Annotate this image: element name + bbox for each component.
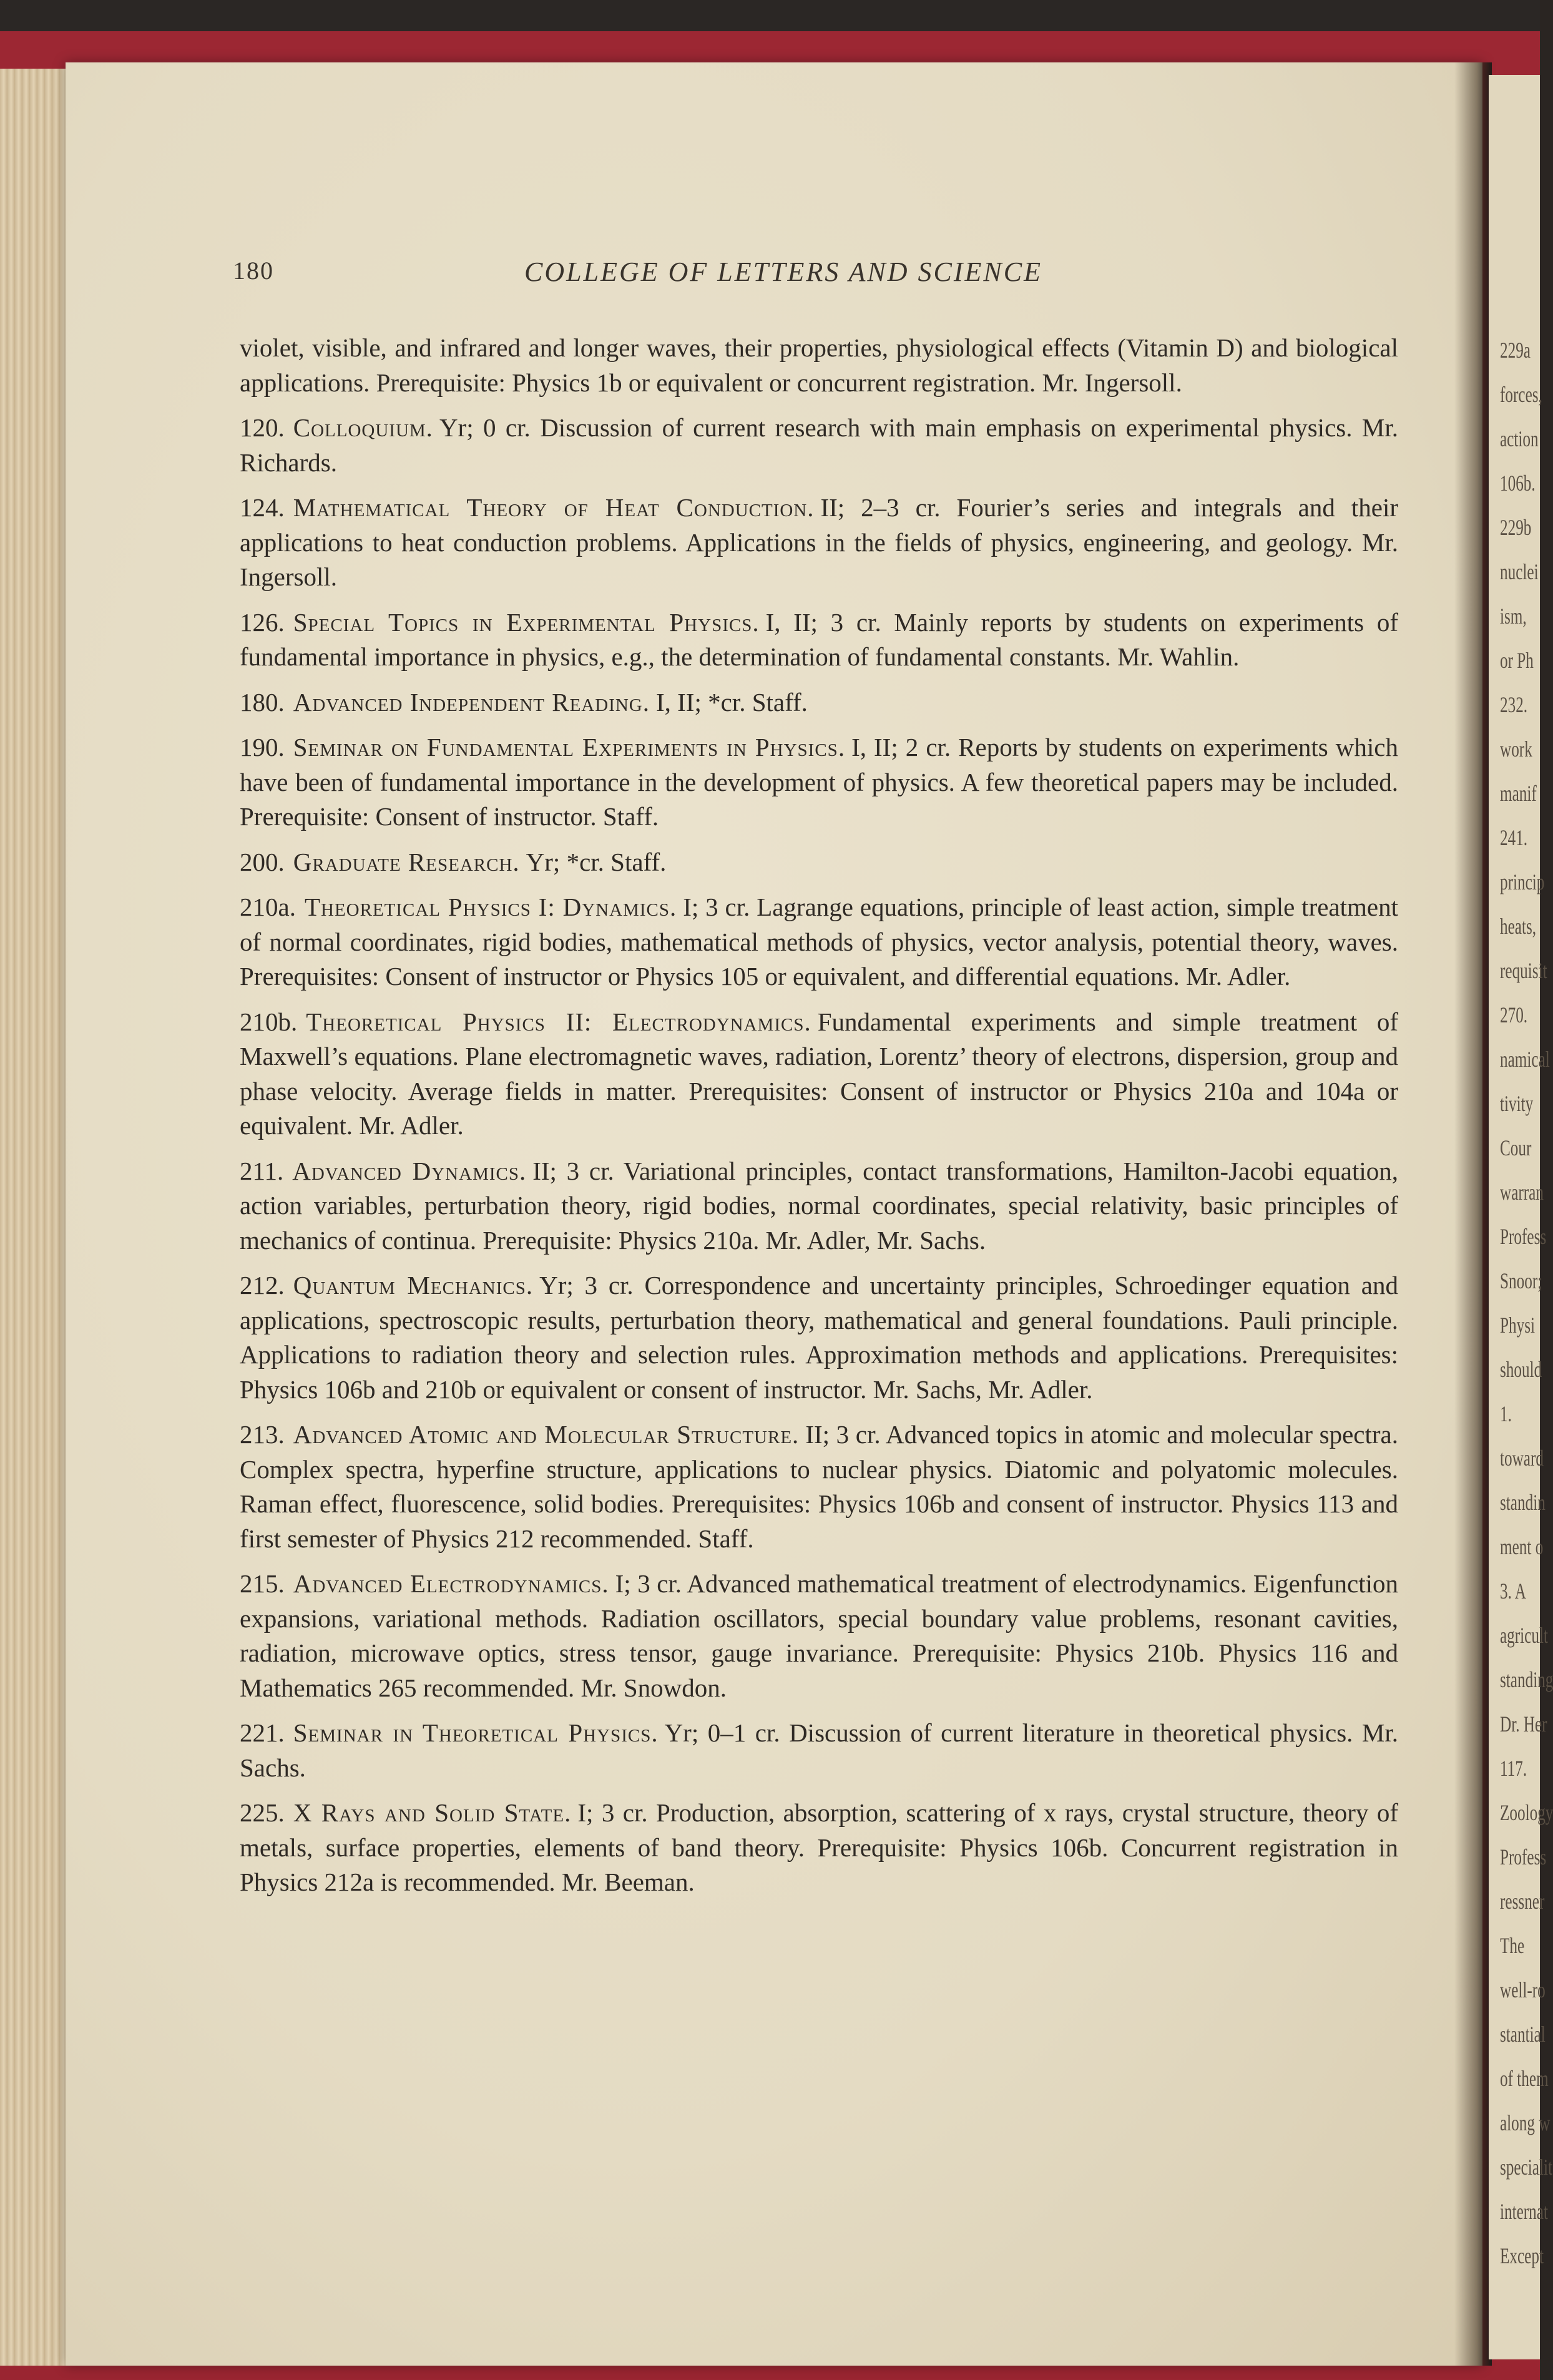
facing-page-fragment: specialit [1500,2155,1552,2180]
facing-page-fragment: Snoor; [1500,1268,1542,1293]
course-title: Theoretical Physics II: Electrodynamics. [306,1007,811,1036]
course-title: Advanced Atomic and Molecular Structure. [293,1420,800,1449]
course-details: Yr; 0–1 cr. Discussion of current literature in theoretical physics. Mr. Sachs. [240,1718,1398,1782]
course-number: 190. [240,733,285,762]
facing-page-fragment: nuclei [1500,559,1539,584]
facing-page-fragment: 241. [1500,825,1528,850]
facing-page-fragment: forces, [1500,382,1542,407]
facing-page-fragment: stantial [1500,2022,1546,2047]
facing-page-fragment: agricult [1500,1623,1548,1648]
course-title: Quantum Mechanics. [293,1271,534,1300]
facing-page-fragment: toward [1500,1446,1544,1471]
course-number: 225. [240,1798,285,1827]
facing-page-fragment: ment o [1500,1534,1544,1559]
course-details: I, II; 2 cr. Reports by students on experiments which have been of fundamental importance in the development of physics. A few theoretical papers may be included. Prerequisite: Consent of instructor. Staff. [240,733,1398,831]
facing-page-fragment: Dr. Her [1500,1712,1547,1736]
facing-page-fragment: Zoology [1500,1800,1553,1825]
course-entry [240,685,1398,720]
facing-page-fragment: ressner [1500,1889,1545,1914]
facing-page-fragment: 229b [1500,515,1532,540]
page-number: 180 [233,257,274,285]
facing-page-fragment: 270. [1500,1002,1528,1027]
course-details: Fundamental experiments and simple treatment of Maxwell’s equations. Plane electromagnetic waves, radiation, Lorentz’ theory of electrons, dispersion, group and phase velocity. Average fields in matter. Prerequisites: Consent of instructor or Physics 210a and 104a or equivalent. Mr. Adler. [240,1007,1399,1140]
course-title: Seminar on Fundamental Experiments in Physics. [293,733,846,762]
facing-page-fragment: or Ph [1500,648,1534,673]
facing-page-fragment: work [1500,737,1532,762]
course-number: 212. [240,1271,285,1300]
course-title: Colloquium. [293,413,433,442]
facing-page-fragment: The [1500,1933,1525,1958]
course-details: Yr; 0 cr. Discussion of current research with main emphasis on experimental physics. Mr. Richards. [240,413,1398,477]
page-edges [0,69,75,2366]
course-entry [240,411,1398,480]
course-title: Graduate Research. [293,847,520,876]
facing-page-fragment: along w [1500,2110,1551,2135]
course-title: Mathematical Theory of Heat Conduction. [293,493,815,522]
running-head-title: COLLEGE OF LETTERS AND SCIENCE [524,257,1042,287]
facing-page-fragment: 232. [1500,692,1528,717]
facing-page-fragment: warran [1500,1180,1544,1205]
course-details: I; 3 cr. Advanced mathematical treatment of electrodynamics. Eigenfunction expansions, variational methods. Radiation oscillators, special boundary value problems, resonant cavities, radiation, microwave optics, stress tensor, gauge invariance. Prerequisite: Physics 210b. Physics 116 and Mathematics 265 recommended. Mr. Snowdon. [240,1569,1398,1702]
facing-page-edge [1489,75,1553,2359]
facing-page-fragment: tivity [1500,1091,1534,1116]
facing-page-fragment: 229a [1500,338,1531,363]
course-entry [240,491,1398,595]
facing-page-fragment: 117. [1500,1756,1527,1781]
course-details: I; 3 cr. Lagrange equations, principle of least action, simple treatment of normal coordinates, rigid bodies, mathematical methods of physics, vector analysis, potential theory, waves. Prerequisites: Consent of instructor or Physics 105 or equivalent, and differential equations. Mr. Adler. [240,893,1398,991]
course-number: 120. [240,413,285,442]
course-number: 211. [240,1156,284,1185]
facing-page-fragment: namical [1500,1047,1550,1072]
course-number: 126. [240,607,285,637]
course-details: Yr; *cr. Staff. [526,847,667,876]
course-entry [240,1268,1398,1407]
facing-page-fragment: standin [1500,1490,1546,1515]
facing-page-fragment: manif [1500,781,1537,806]
facing-page-fragment: action [1500,426,1539,451]
course-number: 213. [240,1420,285,1449]
gutter-shadow [1454,62,1492,2366]
course-title: Advanced Electrodynamics. [293,1569,609,1598]
facing-page-fragment: standing [1500,1667,1553,1692]
facing-page-fragment: Profess [1500,1224,1547,1249]
facing-page-fragment: requisit [1500,958,1547,983]
course-details: Yr; 3 cr. Correspondence and uncertainty principles, Schroedinger equation and applications, spectroscopic results, perturbation theory, mathematical and general foundations. Pauli principle. Applications to radiation theory and selection rules. Approximation methods and applications. Prerequisites: Physics 106b and 210b or equivalent or consent of instructor. Mr. Sachs, Mr. Adler. [240,1271,1398,1404]
facing-page-fragment: 106b. [1500,471,1536,496]
facing-page-fragment: Except [1500,2243,1544,2268]
course-details: I, II; 3 cr. Mainly reports by students on experiments of fundamental importance in physics, e.g., the determination of fundamental constants. Mr. Wahlin. [240,607,1398,671]
course-number: 180. [240,687,285,717]
course-entry [240,1796,1398,1900]
running-head [0,256,1540,300]
course-entry [240,730,1398,835]
course-number: 210b. [240,1007,298,1036]
course-details: I; 3 cr. Production, absorption, scattering of x rays, crystal structure, theory of metals, surface properties, elements of band theory. Prerequisite: Physics 106b. Concurrent registration in Physics 212a is recommended. Mr. Beeman. [240,1798,1398,1896]
facing-page-fragment: Profess [1500,1844,1547,1869]
course-number: 221. [240,1718,285,1747]
course-title: Advanced Independent Reading. [293,687,650,717]
course-entry [240,1005,1398,1143]
course-details: I, II; *cr. Staff. [656,687,808,717]
facing-page-fragment: ism, [1500,604,1527,629]
course-entry [240,1418,1398,1556]
course-details: II; 2–3 cr. Fourier’s series and integrals and their applications to heat conduction problems. Applications in the fields of physics, engineering, and geology. Mr. Ingersoll. [240,493,1398,591]
course-number: 215. [240,1569,285,1598]
facing-page-fragment: 3. A [1500,1579,1527,1604]
facing-page-fragment: should [1500,1357,1542,1382]
continued-paragraph: violet, visible, and infrared and longer waves, their properties, physiological effects (Vitamin D) and biological applications. Prerequisite: Physics 1b or equivalent or concurrent registration. Mr. Ingersoll. [240,333,1398,397]
course-entry [240,890,1398,994]
facing-page-fragment: heats, [1500,914,1537,939]
course-entry [240,1154,1398,1258]
facing-page-fragment: Physi [1500,1313,1536,1338]
course-number: 124. [240,493,285,522]
course-entry [240,1567,1398,1705]
facing-page-fragment: of them [1500,2066,1549,2091]
course-title: Special Topics in Experimental Physics. [293,607,760,637]
facing-page-fragment: Cour [1500,1135,1532,1160]
course-number: 210a. [240,893,296,921]
course-listing [240,331,1398,1911]
course-entry [240,845,1398,880]
course-title: Advanced Dynamics. [292,1156,527,1185]
course-title: Seminar in Theoretical Physics. [293,1718,659,1747]
facing-page-fragment: 1. [1500,1401,1512,1426]
facing-page-fragment: internat [1500,2199,1548,2224]
course-title: X Rays and Solid State. [293,1798,572,1827]
course-title: Theoretical Physics I: Dynamics. [304,893,677,921]
course-number: 200. [240,847,285,876]
course-details: II; 3 cr. Advanced topics in atomic and molecular spectra. Complex spectra, hyperfine structure, applications to nuclear physics. Diatomic and polyatomic molecules. Raman effect, fluorescence, solid bodies. Prerequisites: Physics 106b and consent of instructor. Physics 113 and first semester of Physics 212 recommended. Staff. [240,1420,1398,1553]
course-entry [240,1716,1398,1785]
facing-page-fragment: well-ro [1500,1977,1546,2002]
course-details: II; 3 cr. Variational principles, contact transformations, Hamilton-Jacobi equation, action variables, perturbation theory, rigid bodies, normal coordinates, special relativity, basic principles of mechanics of continua. Prerequisite: Physics 210a. Mr. Adler, Mr. Sachs. [240,1156,1398,1255]
course-entry [240,605,1398,675]
facing-page-fragment: princip [1500,869,1545,894]
